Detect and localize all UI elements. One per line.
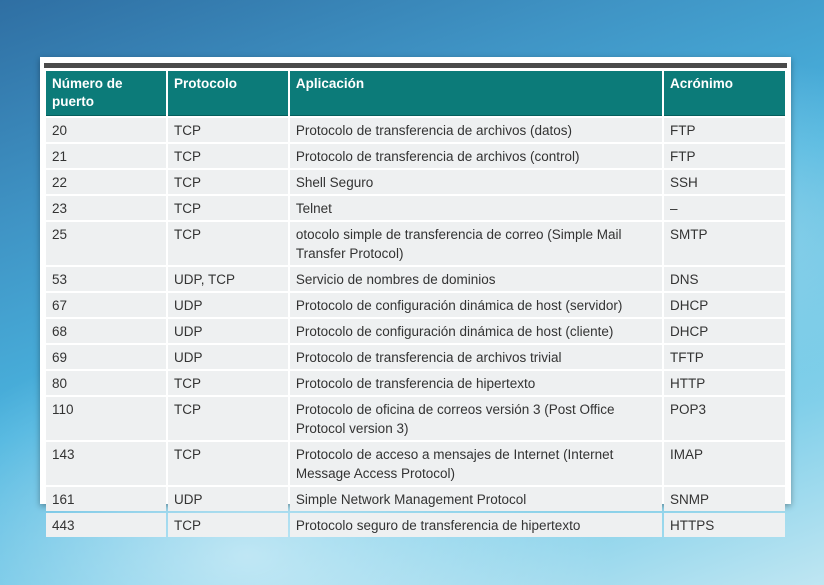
application-cell: Telnet — [290, 196, 662, 220]
application-cell: Protocolo de configuración dinámica de host (cliente) — [290, 319, 662, 343]
port-number-cell: 80 — [46, 371, 166, 395]
application-cell: Protocolo de transferencia de archivos trivial — [290, 345, 662, 369]
application-cell: Servicio de nombres de dominios — [290, 267, 662, 291]
port-number-cell: 22 — [46, 170, 166, 194]
application-cell: Simple Network Management Protocol — [290, 487, 662, 511]
header-application: Aplicación — [290, 71, 662, 116]
acronym-cell: DHCP — [664, 293, 785, 317]
protocol-cell: TCP — [168, 513, 288, 537]
application-cell: Protocolo de transferencia de hipertexto — [290, 371, 662, 395]
table-row — [46, 345, 785, 369]
port-number-cell: 23 — [46, 196, 166, 220]
acronym-cell: HTTPS — [664, 513, 785, 537]
table-row — [46, 170, 785, 194]
acronym-cell: SSH — [664, 170, 785, 194]
acronym-cell: SNMP — [664, 487, 785, 511]
acronym-cell: – — [664, 196, 785, 220]
acronym-cell: SMTP — [664, 222, 785, 265]
protocol-cell: UDP, TCP — [168, 267, 288, 291]
header-acronym: Acrónimo — [664, 71, 785, 116]
port-number-cell: 161 — [46, 487, 166, 511]
acronym-cell: TFTP — [664, 345, 785, 369]
protocol-cell: TCP — [168, 118, 288, 142]
protocol-cell: TCP — [168, 170, 288, 194]
table-row — [46, 487, 785, 511]
protocol-cell: UDP — [168, 293, 288, 317]
table-row — [46, 293, 785, 317]
port-number-cell: 21 — [46, 144, 166, 168]
table-row — [46, 397, 785, 440]
table-row — [46, 267, 785, 291]
application-cell: Protocolo seguro de transferencia de hipertexto — [290, 513, 662, 537]
acronym-cell: FTP — [664, 144, 785, 168]
protocol-cell: UDP — [168, 345, 288, 369]
application-cell: Protocolo de acceso a mensajes de Internet (Internet Message Access Protocol) — [290, 442, 662, 485]
table-row — [46, 513, 785, 537]
table-row — [46, 222, 785, 265]
protocol-cell: TCP — [168, 144, 288, 168]
protocol-cell: TCP — [168, 397, 288, 440]
table-row — [46, 319, 785, 343]
protocol-cell: UDP — [168, 487, 288, 511]
header-port-number: Número de puerto — [46, 71, 166, 116]
application-cell: Shell Seguro — [290, 170, 662, 194]
application-cell: Protocolo de transferencia de archivos (datos) — [290, 118, 662, 142]
application-cell: Protocolo de transferencia de archivos (control) — [290, 144, 662, 168]
acronym-cell: HTTP — [664, 371, 785, 395]
port-number-cell: 20 — [46, 118, 166, 142]
port-table-card — [40, 57, 791, 533]
table-row — [46, 196, 785, 220]
table-row — [46, 118, 785, 142]
port-number-cell: 67 — [46, 293, 166, 317]
table-body — [46, 118, 785, 537]
application-cell: Protocolo de oficina de correos versión 3 (Post Office Protocol version 3) — [290, 397, 662, 440]
port-number-cell: 69 — [46, 345, 166, 369]
header-protocol: Protocolo — [168, 71, 288, 116]
acronym-cell: POP3 — [664, 397, 785, 440]
application-cell: otocolo simple de transferencia de correo (Simple Mail Transfer Protocol) — [290, 222, 662, 265]
protocol-cell: TCP — [168, 371, 288, 395]
application-cell: Protocolo de configuración dinámica de host (servidor) — [290, 293, 662, 317]
port-number-cell: 68 — [46, 319, 166, 343]
port-number-cell: 443 — [46, 513, 166, 537]
card-top-bar — [44, 63, 787, 68]
protocol-cell: UDP — [168, 319, 288, 343]
table-row — [46, 144, 785, 168]
protocol-cell: TCP — [168, 442, 288, 485]
port-number-cell: 25 — [46, 222, 166, 265]
port-number-cell: 110 — [46, 397, 166, 440]
port-table — [44, 69, 787, 539]
acronym-cell: IMAP — [664, 442, 785, 485]
acronym-cell: DHCP — [664, 319, 785, 343]
port-number-cell: 53 — [46, 267, 166, 291]
table-row — [46, 371, 785, 395]
port-number-cell: 143 — [46, 442, 166, 485]
acronym-cell: DNS — [664, 267, 785, 291]
table-row — [46, 442, 785, 485]
acronym-cell: FTP — [664, 118, 785, 142]
protocol-cell: TCP — [168, 222, 288, 265]
protocol-cell: TCP — [168, 196, 288, 220]
table-header-row — [46, 71, 785, 116]
